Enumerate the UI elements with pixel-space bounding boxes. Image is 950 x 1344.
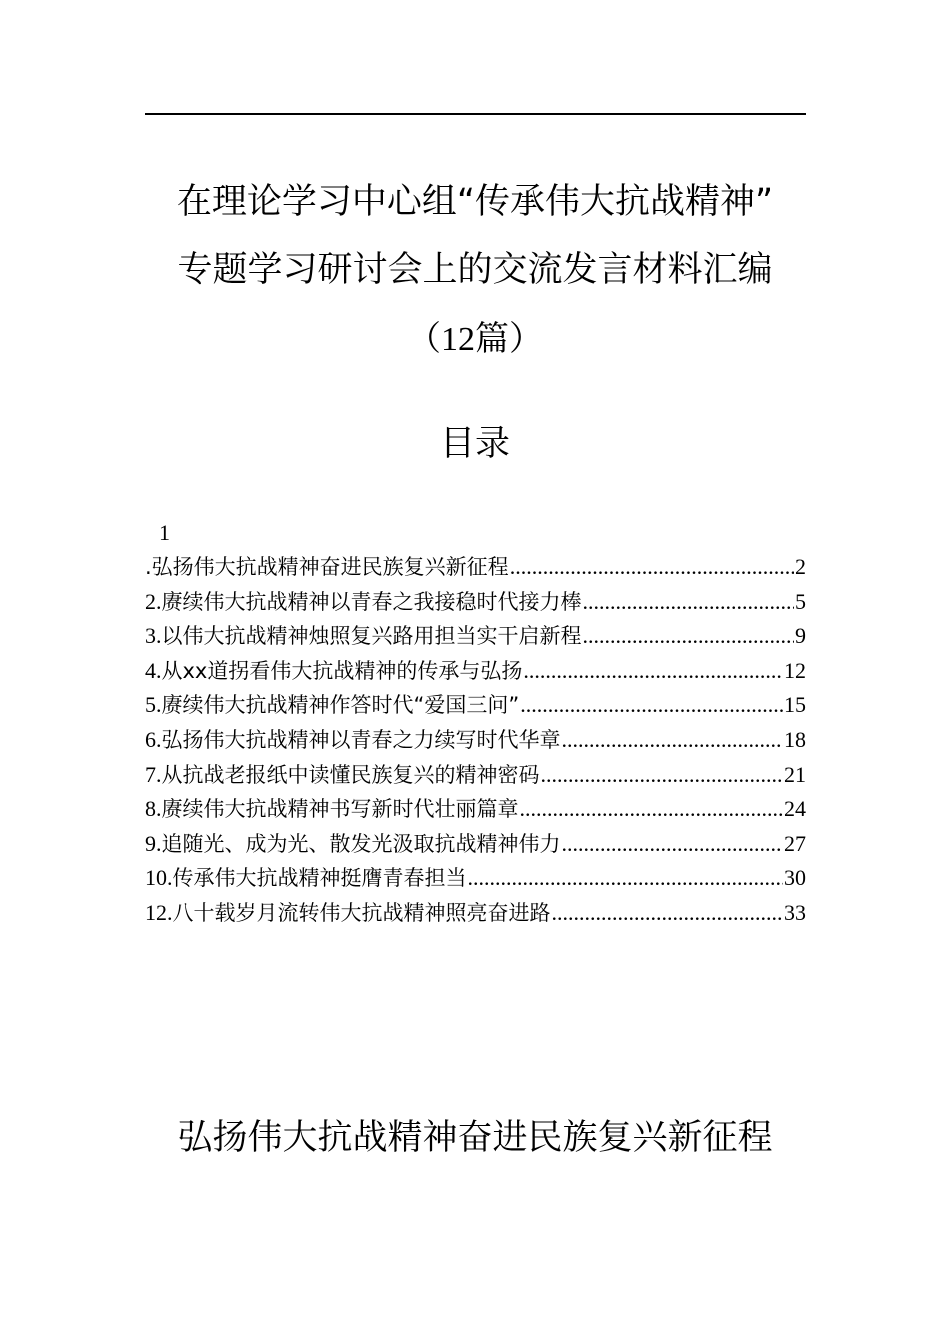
toc-dot-leader [510, 550, 794, 585]
toc-dot-leader [583, 585, 795, 620]
toc-dot-leader [562, 723, 784, 758]
toc-entry-page: 24 [784, 796, 806, 822]
toc-entry[interactable] [145, 688, 806, 723]
toc-entry-label: 八十载岁月流转伟大抗战精神照亮奋进路 [172, 900, 551, 925]
toc-entry-label: 传承伟大抗战精神挺膺青春担当 [172, 866, 467, 891]
toc-dot-leader [520, 792, 784, 827]
toc-entry-label: 赓续伟大抗战精神以青春之我接稳时代接力棒 [161, 589, 582, 614]
toc-entry-label: 弘扬伟大抗战精神以青春之力续写时代华章 [161, 727, 561, 752]
toc-entry[interactable] [145, 585, 806, 620]
toc-entry-number: 5. [145, 692, 162, 718]
document-title-line-2: 专题学习研讨会上的交流发言材料汇编 [177, 250, 773, 290]
toc-entry-label: 以伟大抗战精神烛照复兴路用担当实干启新程 [161, 624, 582, 649]
toc-entry-label: 从抗战老报纸中读懂民族复兴的精神密码 [161, 762, 540, 787]
toc-entry[interactable] [145, 619, 806, 654]
toc-entry-label: .弘扬伟大抗战精神奋进民族复兴新征程 [145, 555, 509, 579]
toc-entry-label: 赓续伟大抗战精神书写新时代壮丽篇章 [161, 797, 519, 822]
toc-entry-page: 2 [795, 554, 806, 579]
toc-entry-number: 10. [145, 865, 173, 891]
toc-entry[interactable] [145, 827, 806, 862]
toc-entry[interactable] [145, 861, 806, 896]
toc-dot-leader [583, 619, 795, 654]
toc-dot-leader [468, 861, 784, 896]
toc-entry[interactable] [145, 550, 806, 585]
toc-entry-page: 30 [784, 865, 806, 891]
toc-entry-number: 3. [145, 623, 162, 649]
toc-entry-label: 赓续伟大抗战精神作答时代“爱国三问” [161, 693, 520, 718]
toc-entry-page: 27 [784, 830, 806, 856]
toc-entry-number: 8. [145, 796, 162, 822]
toc-entry[interactable] [145, 896, 806, 931]
toc-dot-leader [562, 827, 784, 862]
toc-entry-page: 9 [795, 623, 806, 649]
toc-entry-page: 21 [784, 761, 806, 787]
toc-entry-label: 追随光、成为光、散发光汲取抗战精神伟力 [161, 831, 561, 856]
toc-entry-number: 6. [145, 726, 162, 752]
toc-heading: 目录 [439, 424, 510, 464]
toc-entry-number: 4. [145, 657, 162, 683]
toc-first-number: 1 [159, 520, 170, 545]
toc-entry-page: 15 [784, 692, 806, 718]
toc-dot-leader [520, 688, 783, 723]
document-title-line-3: （12篇） [407, 321, 543, 358]
toc-entry[interactable] [145, 654, 806, 689]
toc-dot-leader [552, 896, 784, 931]
toc-entry-number: 7. [145, 761, 162, 787]
top-rule [145, 113, 806, 115]
toc-entry-number: 2. [145, 588, 162, 614]
toc-entry-page: 18 [784, 726, 806, 752]
toc-entry[interactable] [145, 723, 806, 758]
toc-entry-number: 9. [145, 830, 162, 856]
section-title: 弘扬伟大抗战精神奋进民族复兴新征程 [177, 1118, 773, 1158]
toc-dot-leader [523, 654, 783, 689]
toc-dot-leader [541, 758, 784, 793]
toc-entry-number: 12. [145, 899, 173, 925]
toc-entry-page: 5 [795, 588, 806, 614]
table-of-contents [145, 516, 806, 931]
toc-entry-page: 12 [784, 657, 806, 683]
document-title-line-1: 在理论学习中心组“传承伟大抗战精神” [176, 182, 774, 222]
toc-entry-page: 33 [784, 899, 806, 925]
toc-entry[interactable] [145, 792, 806, 827]
toc-entry-label: 从xx道拐看伟大抗战精神的传承与弘扬 [161, 658, 523, 683]
toc-entry[interactable] [145, 758, 806, 793]
